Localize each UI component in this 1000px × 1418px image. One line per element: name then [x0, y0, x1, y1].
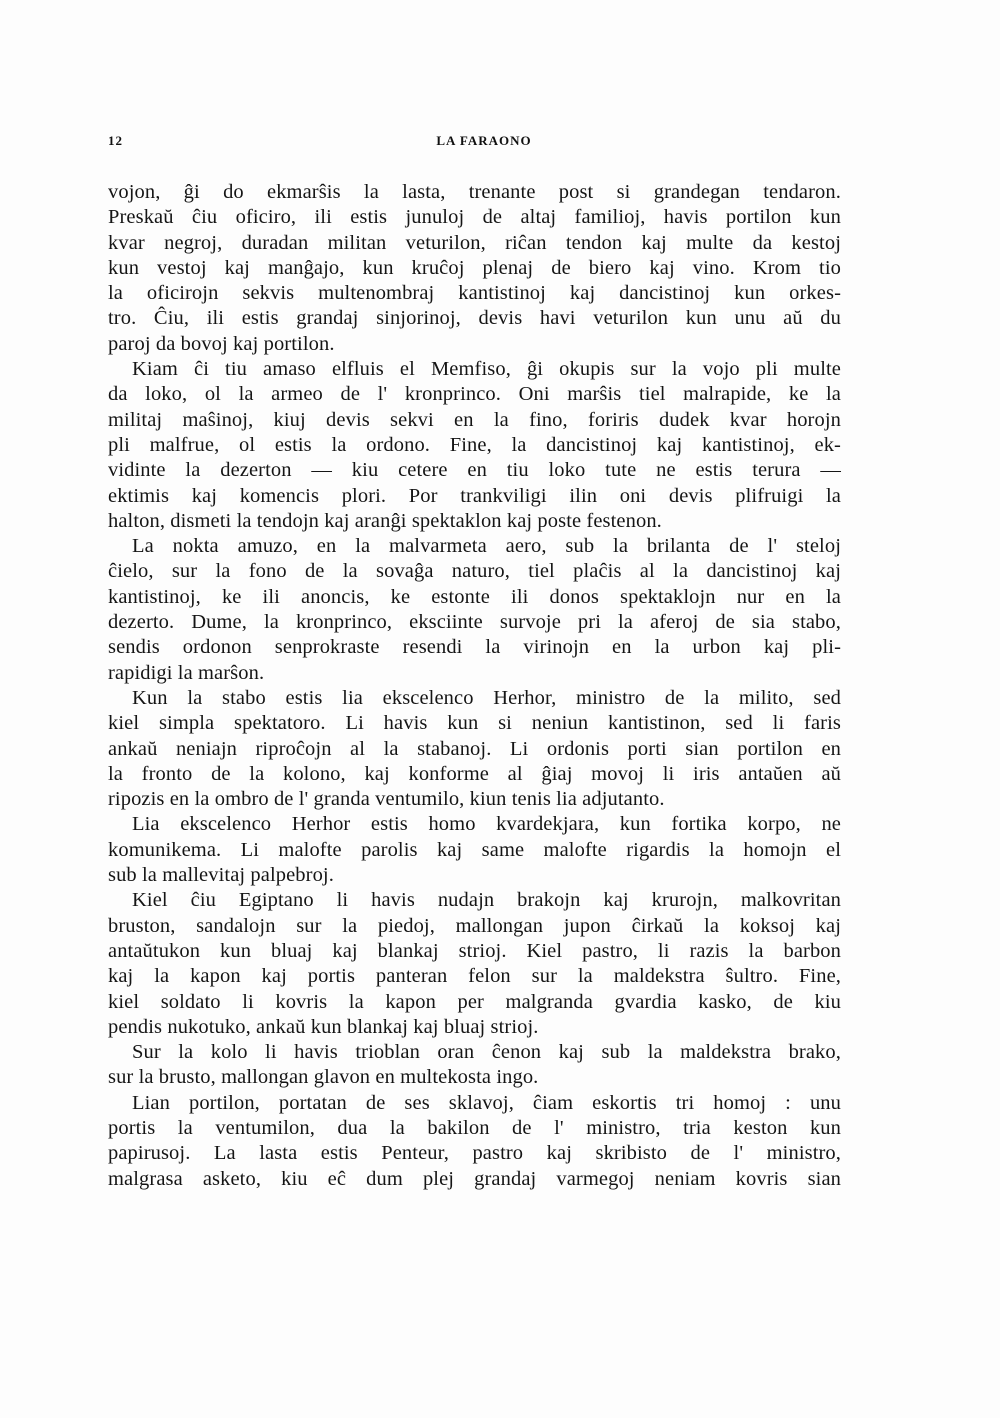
- text-line: kvar negroj, duradan militan veturilon, riĉan tendon kaj multe da kestoj: [108, 231, 841, 254]
- text-line: paroj da bovoj kaj portilon.: [108, 332, 335, 355]
- text-line: bruston, sandalojn sur la piedoj, mallongan jupon ĉirkaŭ la koksoj kaj: [108, 914, 841, 937]
- text-line: la oficirojn sekvis multenombraj kantistinoj kaj dancistinoj kun orkes-: [108, 282, 841, 305]
- paragraph: [108, 534, 841, 686]
- text-line: sub la mallevitaj palpebroj.: [108, 864, 334, 887]
- text-line: militaj maŝinoj, kiuj devis sekvi en la fino, foriris dudek kvar horojn: [108, 408, 841, 431]
- text-line: Preskaŭ ĉiu oficiro, ili estis junuloj de altaj familioj, havis portilon kun: [108, 206, 841, 229]
- text-line: pendis nukotuko, ankaŭ kun blankaj kaj bluaj strioj.: [108, 1015, 539, 1038]
- text-line: sendis ordonon senprokraste resendi la virinojn en la urbon kaj pli-: [108, 636, 841, 659]
- text-line: Kiam ĉi tiu amaso elfluis el Memfiso, ĝi okupis sur la vojo pli multe: [132, 358, 841, 381]
- text-line: kaj la kapon kaj portis panteran felon sur la maldekstra ŝultro. Fine,: [108, 965, 841, 988]
- text-line: ripozis en la ombro de l' granda ventumilo, kiun tenis lia adjutanto.: [108, 788, 665, 811]
- text-line: da loko, ol la armeo de l' kronprinco. Oni marŝis tiel malrapide, ke la: [108, 383, 841, 406]
- paragraph: [108, 812, 841, 888]
- paragraph: [108, 1040, 841, 1091]
- text-line: vojon, ĝi do ekmarŝis la lasta, trenante post si grandegan tendaron.: [108, 181, 841, 203]
- text-line: komunikema. Li malofte parolis kaj same malofte rigardis la homojn el: [108, 838, 841, 861]
- text-line: kantistinoj, ke ili anoncis, ke estonte ili donos spektaklojn nur en la: [108, 585, 841, 608]
- paragraph: [108, 1091, 841, 1192]
- text-line: Lia ekscelenco Herhor estis homo kvardekjara, kun fortika korpo, ne: [132, 813, 841, 836]
- paragraph: [108, 180, 841, 357]
- running-title: LA FARAONO: [436, 133, 532, 148]
- text-line: portis la ventumilon, dua la bakilon de l' ministro, tria keston kun: [108, 1116, 841, 1139]
- text-line: la fronto de la kolono, kaj konforme al ĝiaj movoj li iris antaŭen aŭ: [108, 762, 841, 785]
- paragraph: [108, 686, 841, 812]
- body-text: [108, 180, 841, 1192]
- text-line: Sur la kolo li havis trioblan oran ĉenon kaj sub la maldekstra brako,: [132, 1041, 841, 1064]
- text-line: halton, dismeti la tendojn kaj aranĝi spektaklon kaj poste festenon.: [108, 509, 662, 532]
- text-line: ĉielo, sur la fono de la sovaĝa naturo, tiel plaĉis al la dancistinoj kaj: [108, 560, 841, 583]
- text-line: antaŭtukon kun bluaj kaj blankaj strioj. Kiel pastro, li razis la barbon: [108, 939, 841, 962]
- paragraph: [108, 357, 841, 534]
- text-line: kiel simpla spektatoro. Li havis kun si neniun kantistinon, sed li faris: [108, 712, 841, 735]
- text-line: papirusoj. La lasta estis Penteur, pastro kaj skribisto de l' ministro,: [108, 1142, 841, 1165]
- paragraph: [108, 888, 841, 1040]
- text-line: malgrasa asketo, kiu eĉ dum plej grandaj varmegoj neniam kovris sian: [108, 1167, 841, 1190]
- text-line: kun vestoj kaj manĝajo, kun kruĉoj plenaj de biero kaj vino. Krom tio: [108, 256, 841, 279]
- text-line: sur la brusto, mallongan glavon en multekosta ingo.: [108, 1066, 539, 1089]
- running-header: [108, 133, 840, 153]
- text-line: kiel soldato li kovris la kapon per malgranda gvardia kasko, de kiu: [108, 990, 841, 1013]
- text-line: Lian portilon, portatan de ses sklavoj, ĉiam eskortis tri homoj : unu: [132, 1091, 841, 1114]
- text-line: La nokta amuzo, en la malvarmeta aero, sub la brilanta de l' steloj: [132, 535, 841, 558]
- text-line: pli malfrue, ol estis la ordono. Fine, la dancistinoj kaj kantistinoj, ek-: [108, 433, 841, 456]
- text-line: dezerto. Dume, la kronprinco, eksciinte survoje pri la aferoj de sia stabo,: [108, 611, 841, 634]
- text-line: ektimis kaj komencis plori. Por trankviligi ilin oni devis plifruigi la: [108, 484, 841, 507]
- text-line: vidinte la dezerton — kiu cetere en tiu loko tute ne estis terura —: [108, 459, 841, 482]
- text-line: Kun la stabo estis lia ekscelenco Herhor, ministro de la milito, sed: [132, 686, 841, 709]
- text-line: tro. Ĉiu, ili estis grandaj sinjorinoj, devis havi veturilon kun unu aŭ du: [108, 307, 841, 330]
- text-line: rapidigi la marŝon.: [108, 661, 265, 684]
- page-number: 12: [108, 133, 123, 148]
- text-line: ankaŭ neniajn riproĉojn al la stabanoj. Li ordonis porti sian portilon en: [108, 737, 841, 760]
- text-line: Kiel ĉiu Egiptano li havis nudajn brakojn kaj krurojn, malkovritan: [132, 889, 841, 912]
